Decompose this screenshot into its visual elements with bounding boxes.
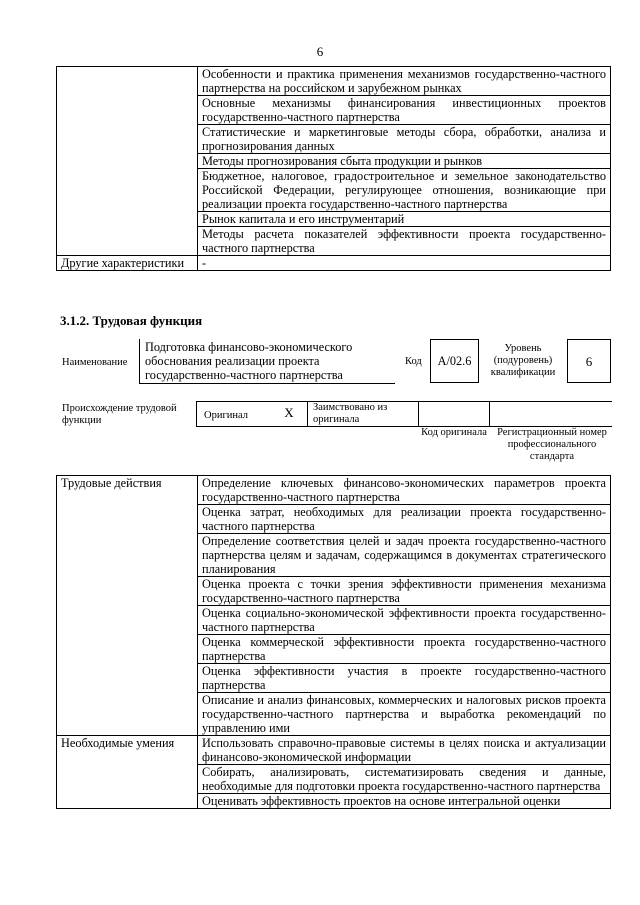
name-value: Подготовка финансово-экономического обоснования реализации проекта государственно-частного партнерства xyxy=(145,340,353,382)
other-characteristics-label: Другие характеристики xyxy=(57,256,198,271)
list-item: Описание и анализ финансовых, коммерческих и налоговых рисков проекта государственно-частного партнерства и выработка рекомендаций по управлению ими xyxy=(198,693,611,736)
original-mark: X xyxy=(284,405,294,420)
other-characteristics-value: - xyxy=(198,256,611,271)
origin-code-cell xyxy=(418,401,490,427)
list-item: Оценка затрат, необходимых для реализации проекта государственно-частного партнерства xyxy=(198,505,611,534)
name-label: Наименование xyxy=(62,357,128,368)
table-row xyxy=(57,67,611,96)
list-item: Оценка эффективности участия в проекте государственно-частного партнерства xyxy=(198,664,611,693)
knowledge-table xyxy=(56,66,611,271)
list-item: Методы расчета показателей эффективности проекта государственно-частного партнерства xyxy=(198,227,611,256)
borrowed-label: Заимствовано из оригинала xyxy=(313,402,388,425)
level-label: Уровень (подуровень) квалификации xyxy=(490,343,556,378)
page-number: 6 xyxy=(316,44,324,59)
origin-label: Происхождение трудовой функции xyxy=(62,403,177,426)
list-item: Бюджетное, налоговое, градостроительное и земельное законодательство Российской Федерации, регулирующее отношения, возникающие при реализации проекта государственно-частного партнерства xyxy=(198,169,611,212)
borrowed-cell xyxy=(307,401,419,427)
reg-number-cell xyxy=(489,401,612,427)
list-item: Рынок капитала и его инструментарий xyxy=(198,212,611,227)
list-item: Оценка проекта с точки зрения эффективности применения механизма государственно-частного партнерства xyxy=(198,577,611,606)
list-item: Определение ключевых финансово-экономических параметров проекта государственно-частного партнерства xyxy=(198,476,611,505)
list-item: Методы прогнозирования сбыта продукции и рынков xyxy=(198,154,611,169)
list-item: Оценка коммерческой эффективности проекта государственно-частного партнерства xyxy=(198,635,611,664)
list-item: Оценивать эффективность проектов на основе интегральной оценки xyxy=(198,794,611,809)
list-item: Статистические и маркетинговые методы сбора, обработки, анализа и прогнозирования данных xyxy=(198,125,611,154)
row-label-empty xyxy=(57,67,198,256)
labor-function-table xyxy=(56,475,611,809)
actions-label: Трудовые действия xyxy=(57,476,198,736)
section-title: 3.1.2. Трудовая функция xyxy=(60,313,203,328)
original-label: Оригинал xyxy=(204,410,248,421)
list-item: Использовать справочно-правовые системы в целях поиска и актуализации финансово-экономической информации xyxy=(198,736,611,765)
list-item: Оценка социально-экономической эффективности проекта государственно-частного партнерства xyxy=(198,606,611,635)
reg-number-label: Регистрационный номер профессионального стандарта xyxy=(497,427,607,462)
list-item: Особенности и практика применения механизмов государственно-частного партнерства на российском и зарубежном рынках xyxy=(198,67,611,96)
list-item: Определение соответствия целей и задач проекта государственно-частного партнерства целям и задачам, содержащимся в документах стратегического планирования xyxy=(198,534,611,577)
list-item: Собирать, анализировать, систематизировать сведения и данные, необходимые для подготовки проекта государственно-частного партнерства xyxy=(198,765,611,794)
code-value: A/02.6 xyxy=(437,354,472,368)
code-label: Код xyxy=(405,356,422,367)
skills-label: Необходимые умения xyxy=(57,736,198,809)
code-box xyxy=(430,339,479,383)
origin-code-label: Код оригинала xyxy=(421,427,487,438)
original-cell xyxy=(196,401,272,427)
level-box xyxy=(567,339,611,383)
table-row xyxy=(57,256,611,271)
table-row xyxy=(57,736,611,765)
level-value: 6 xyxy=(585,354,593,369)
original-mark-cell xyxy=(271,401,307,427)
table-row xyxy=(57,476,611,505)
name-box xyxy=(139,339,395,384)
list-item: Основные механизмы финансирования инвестиционных проектов государственно-частного партнерства xyxy=(198,96,611,125)
